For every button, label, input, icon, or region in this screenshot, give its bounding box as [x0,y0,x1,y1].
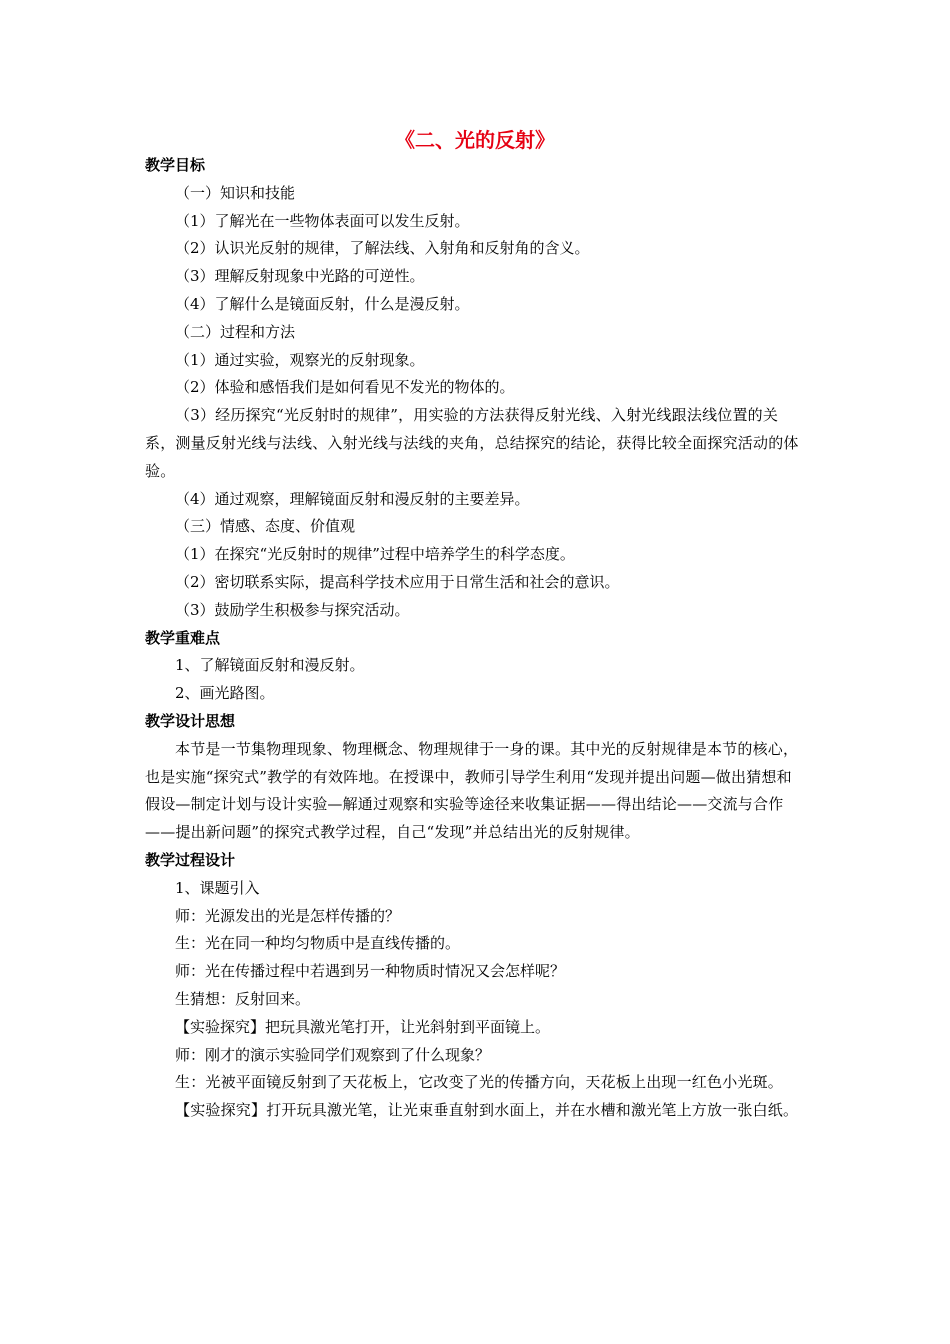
document-body [145,152,800,1125]
paragraph: 生猜想：反射回来。 [175,989,311,1008]
paragraph: 师：光源发出的光是怎样传播的？ [175,906,401,925]
paragraph: 师：光在传播过程中若遇到另一种物质时情况又会怎样呢？ [175,962,566,981]
paragraph: （3）鼓励学生积极参与探究活动。 [175,600,410,619]
paragraph: （二）过程和方法 [175,322,296,341]
paragraph: 本节是一节集物理现象、物理概念、物理规律于一身的课。其中光的反射规律是本节的核心，也是实施“探究式”教学的有效阵地。在授课中，教师引导学生利用“发现并提出问题—做出猜想和假设—制定计划与设计实验—解通过观察和实验等途径来收集证据——得出结论——交流与合作——提出新问题”的探究式教学过程，自己“发现”并总结出光的反射规律。 [145,739,799,842]
paragraph: 生：光在同一种均匀物质中是直线传播的。 [175,934,461,953]
paragraph: （1）了解光在一些物体表面可以发生反射。 [175,211,470,230]
paragraph: （4）了解什么是镜面反射，什么是漫反射。 [175,294,470,313]
paragraph: 1、了解镜面反射和漫反射。 [175,656,365,675]
paragraph: （2）认识光反射的规律，了解法线、入射角和反射角的含义。 [175,239,590,258]
paragraph: （3）理解反射现象中光路的可逆性。 [175,267,425,286]
section-heading-design-idea: 教学设计思想 [145,711,236,730]
paragraph: （一）知识和技能 [175,183,296,202]
paragraph: 【实验探究】把玩具激光笔打开，让光斜射到平面镜上。 [175,1017,551,1036]
paragraph: （2）体验和感悟我们是如何看见不发光的物体的。 [175,378,515,397]
section-heading-objectives: 教学目标 [145,156,206,174]
paragraph: 生：光被平面镜反射到了天花板上，它改变了光的传播方向，天花板上出现一红色小光斑。 [175,1073,784,1092]
paragraph: 1、课题引入 [175,878,260,897]
paragraph: （三）情感、态度、价值观 [175,517,356,536]
paragraph: 【实验探究】打开玩具激光笔，让光束垂直射到水面上，并在水槽和激光笔上方放一张白纸。 [175,1101,799,1120]
paragraph: （1）通过实验，观察光的反射现象。 [175,350,425,369]
paragraph: （2）密切联系实际，提高科学技术应用于日常生活和社会的意识。 [175,572,620,591]
section-heading-process: 教学过程设计 [145,850,236,869]
paragraph: （3）经历探究“光反射时的规律”，用实验的方法获得反射光线、入射光线跟法线位置的关系，测量反射光线与法线、入射光线与法线的夹角，总结探究的结论，获得比较全面探究活动的体验。 [145,406,799,480]
paragraph: （4）通过观察，理解镜面反射和漫反射的主要差异。 [175,489,530,508]
section-heading-key-points: 教学重难点 [145,628,221,647]
page-title: 《二、光的反射》 [395,128,555,152]
paragraph: （1）在探究“光反射时的规律”过程中培养学生的科学态度。 [175,545,575,564]
paragraph: 2、画光路图。 [175,684,275,703]
paragraph: 师：刚才的演示实验同学们观察到了什么现象？ [175,1045,491,1064]
